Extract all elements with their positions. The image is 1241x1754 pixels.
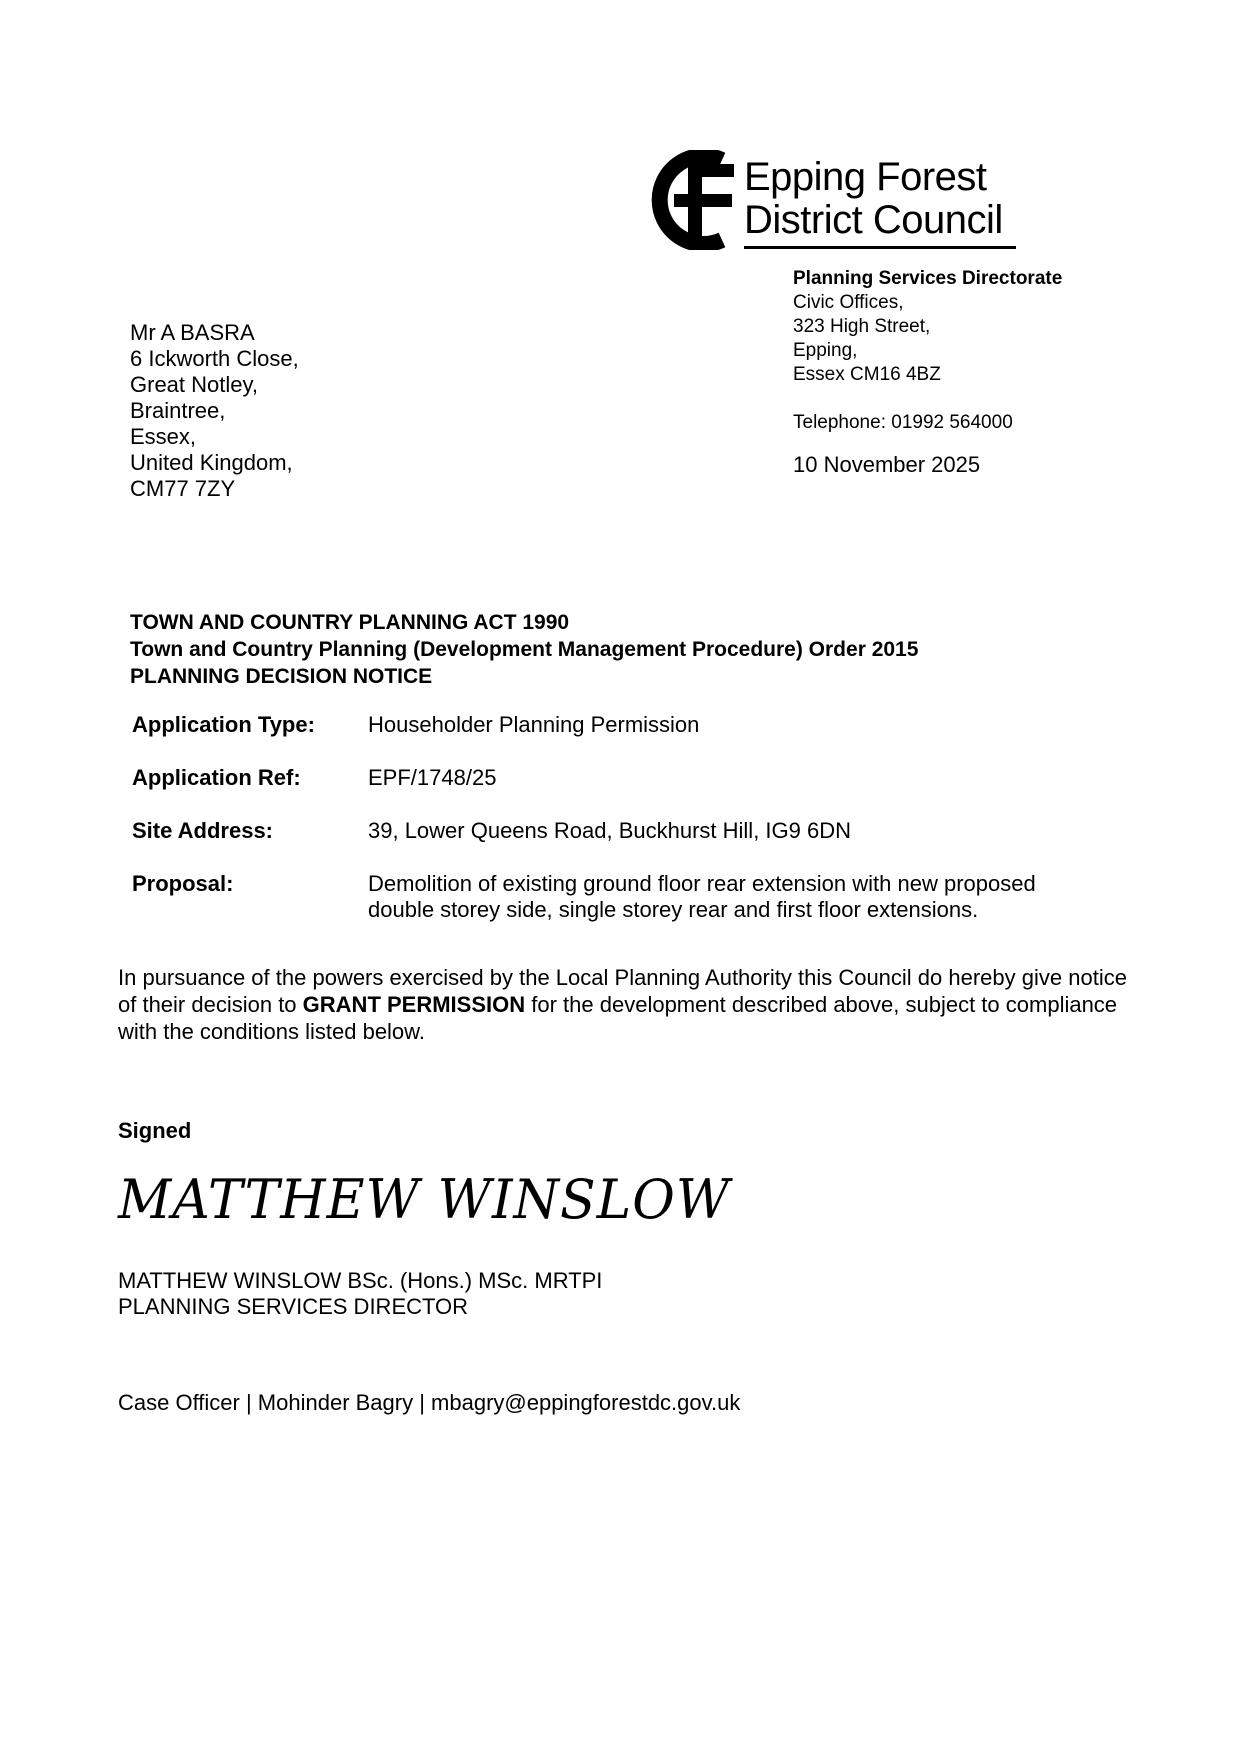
case-officer-line: Case Officer | Mohinder Bagry | mbagry@eppingforestdc.gov.uk (118, 1390, 741, 1415)
decision-outcome: GRANT PERMISSION (302, 992, 526, 1017)
recipient-line: Essex, (130, 424, 197, 449)
notice-heading (130, 609, 918, 690)
sender-address-block (793, 267, 1062, 477)
detail-label: Proposal: (132, 871, 234, 896)
detail-label: Site Address: (132, 818, 274, 843)
sender-address-line: Epping, (793, 340, 858, 361)
letter-date: 10 November 2025 (793, 452, 981, 477)
recipient-line: Great Notley, (130, 372, 258, 397)
sender-address-line: Essex CM16 4BZ (793, 364, 941, 385)
signatory-title: PLANNING SERVICES DIRECTOR (118, 1294, 469, 1319)
notice-title: PLANNING DECISION NOTICE (130, 665, 433, 688)
recipient-line: CM77 7ZY (130, 476, 236, 501)
council-name-line1: Epping Forest (744, 155, 987, 199)
council-logo-mark (650, 150, 740, 250)
detail-label: Application Type: (132, 712, 315, 737)
detail-value: Demolition of existing ground floor rear extension with new proposed double storey side, single storey rear and first floor extensions. (368, 871, 1036, 922)
logo-underline (744, 246, 1016, 249)
detail-value: 39, Lower Queens Road, Buckhurst Hill, IG9 6DN (368, 818, 852, 843)
detail-value: Householder Planning Permission (368, 712, 700, 737)
signed-label: Signed (118, 1118, 192, 1143)
detail-row (132, 871, 1112, 923)
directorate-name: Planning Services Directorate (793, 268, 1063, 289)
council-logo (650, 150, 1050, 250)
signatory-block (118, 1268, 602, 1320)
recipient-line: United Kingdom, (130, 450, 293, 475)
signatory-name: MATTHEW WINSLOW BSc. (Hons.) MSc. MRTPI (118, 1268, 603, 1293)
recipient-line: Mr A BASRA (130, 320, 255, 345)
recipient-line: 6 Ickworth Close, (130, 346, 299, 371)
decision-text-before: In pursuance of the powers exercised by the Local Planning Authority this Council do hereby give notice of their decision to (118, 965, 1127, 1017)
sender-address-line: 323 High Street, (793, 316, 931, 337)
telephone: Telephone: 01992 564000 (793, 412, 1013, 433)
application-details (132, 712, 1112, 950)
council-name (744, 156, 1003, 242)
recipient-address-block (130, 320, 299, 502)
detail-row (132, 712, 1112, 738)
detail-row (132, 818, 1112, 844)
act-title: TOWN AND COUNTRY PLANNING ACT 1990 (130, 611, 570, 634)
sender-address-line: Civic Offices, (793, 292, 904, 313)
detail-label: Application Ref: (132, 765, 301, 790)
recipient-line: Braintree, (130, 398, 226, 423)
detail-row (132, 765, 1112, 791)
council-name-line2: District Council (744, 198, 1003, 242)
decision-paragraph (118, 964, 1128, 1045)
order-title: Town and Country Planning (Development Management Procedure) Order 2015 (130, 638, 919, 661)
detail-value: EPF/1748/25 (368, 765, 497, 790)
handwritten-signature: MATTHEW WINSLOW (118, 1168, 731, 1232)
decision-text-after: for the development described above, subject to compliance with the conditions listed below. (118, 992, 1118, 1044)
